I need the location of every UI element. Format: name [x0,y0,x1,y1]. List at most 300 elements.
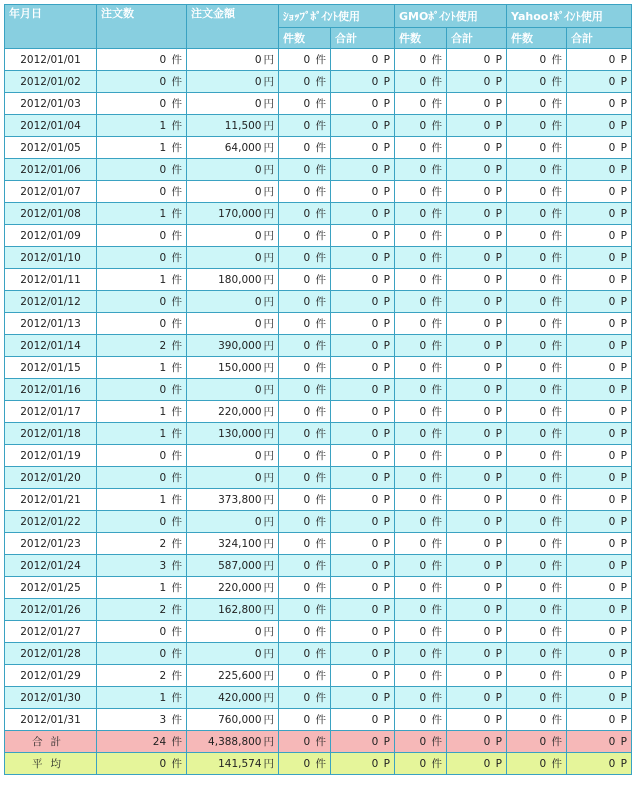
cell-gmo-count: 0 件 [395,49,447,71]
cell-order-count: 2 件 [97,533,187,555]
cell-shop-points: 0 P [331,643,395,665]
cell-shop-count: 0 件 [279,137,331,159]
cell-gmo-count: 0 件 [395,115,447,137]
header-shop-point: ｼｮｯﾌﾟﾎﾟｲﾝﾄ使用 [279,5,395,28]
cell-yahoo-points: 0 P [567,269,632,291]
cell-date: 2012/01/06 [5,159,97,181]
table-row [5,379,632,401]
cell-order-amount: 180,000 円 [187,269,279,291]
cell-order-amount: 587,000 円 [187,555,279,577]
cell-gmo-count: 0 件 [395,533,447,555]
cell-gmo-count: 0 件 [395,489,447,511]
cell-gmo-points: 0 P [447,423,507,445]
cell-order-amount: 162,800 円 [187,599,279,621]
cell-gmo-points: 0 P [447,621,507,643]
cell-yahoo-points: 0 P [567,137,632,159]
cell-order-count: 1 件 [97,137,187,159]
cell-shop-count: 0 件 [279,247,331,269]
table-row [5,313,632,335]
cell-order-count: 1 件 [97,269,187,291]
cell-gmo-points: 0 P [447,159,507,181]
cell-yahoo-count: 0 件 [507,467,567,489]
average-order-amount: 141,574 円 [187,753,279,775]
table-footer [5,731,632,775]
cell-gmo-count: 0 件 [395,577,447,599]
cell-shop-count: 0 件 [279,203,331,225]
cell-gmo-count: 0 件 [395,291,447,313]
total-row [5,731,632,753]
cell-order-amount: 390,000 円 [187,335,279,357]
table-row [5,665,632,687]
cell-shop-points: 0 P [331,291,395,313]
cell-yahoo-points: 0 P [567,643,632,665]
cell-order-amount: 760,000 円 [187,709,279,731]
subheader-gmo-total: 合計 [447,28,507,49]
cell-order-count: 2 件 [97,599,187,621]
cell-yahoo-points: 0 P [567,599,632,621]
cell-shop-count: 0 件 [279,599,331,621]
cell-shop-count: 0 件 [279,49,331,71]
cell-shop-count: 0 件 [279,71,331,93]
cell-shop-count: 0 件 [279,291,331,313]
cell-gmo-count: 0 件 [395,93,447,115]
cell-yahoo-count: 0 件 [507,401,567,423]
cell-shop-points: 0 P [331,533,395,555]
cell-shop-count: 0 件 [279,577,331,599]
table-row [5,137,632,159]
header-date: 年月日 [5,5,97,49]
cell-shop-points: 0 P [331,159,395,181]
cell-gmo-points: 0 P [447,665,507,687]
cell-gmo-points: 0 P [447,555,507,577]
cell-shop-points: 0 P [331,709,395,731]
cell-gmo-count: 0 件 [395,203,447,225]
table-row [5,181,632,203]
cell-yahoo-count: 0 件 [507,115,567,137]
cell-gmo-points: 0 P [447,445,507,467]
cell-shop-count: 0 件 [279,115,331,137]
cell-yahoo-count: 0 件 [507,159,567,181]
cell-order-amount: 0 円 [187,445,279,467]
cell-yahoo-count: 0 件 [507,599,567,621]
cell-shop-count: 0 件 [279,379,331,401]
cell-order-amount: 225,600 円 [187,665,279,687]
cell-shop-points: 0 P [331,357,395,379]
cell-shop-points: 0 P [331,335,395,357]
cell-yahoo-points: 0 P [567,335,632,357]
cell-order-count: 0 件 [97,511,187,533]
cell-gmo-points: 0 P [447,489,507,511]
cell-shop-count: 0 件 [279,181,331,203]
cell-date: 2012/01/21 [5,489,97,511]
cell-date: 2012/01/30 [5,687,97,709]
cell-date: 2012/01/17 [5,401,97,423]
cell-gmo-count: 0 件 [395,269,447,291]
cell-order-amount: 220,000 円 [187,577,279,599]
cell-gmo-points: 0 P [447,401,507,423]
cell-yahoo-count: 0 件 [507,335,567,357]
cell-gmo-points: 0 P [447,137,507,159]
cell-order-count: 0 件 [97,159,187,181]
cell-order-count: 0 件 [97,467,187,489]
cell-yahoo-points: 0 P [567,115,632,137]
cell-shop-points: 0 P [331,445,395,467]
cell-order-amount: 130,000 円 [187,423,279,445]
cell-order-amount: 0 円 [187,467,279,489]
cell-order-amount: 0 円 [187,291,279,313]
cell-order-count: 0 件 [97,71,187,93]
cell-order-count: 0 件 [97,225,187,247]
total-shop-count: 0 件 [279,731,331,753]
cell-yahoo-points: 0 P [567,49,632,71]
cell-gmo-count: 0 件 [395,379,447,401]
cell-date: 2012/01/31 [5,709,97,731]
table-row [5,291,632,313]
cell-order-count: 2 件 [97,665,187,687]
cell-date: 2012/01/11 [5,269,97,291]
cell-gmo-points: 0 P [447,71,507,93]
cell-gmo-count: 0 件 [395,687,447,709]
cell-shop-count: 0 件 [279,621,331,643]
daily-sales-table [4,4,632,775]
cell-date: 2012/01/25 [5,577,97,599]
cell-gmo-points: 0 P [447,599,507,621]
cell-gmo-count: 0 件 [395,665,447,687]
cell-yahoo-count: 0 件 [507,225,567,247]
average-label: 平均 [5,753,97,775]
cell-yahoo-points: 0 P [567,357,632,379]
cell-order-count: 1 件 [97,577,187,599]
cell-gmo-points: 0 P [447,357,507,379]
cell-shop-points: 0 P [331,115,395,137]
cell-yahoo-count: 0 件 [507,533,567,555]
cell-yahoo-points: 0 P [567,93,632,115]
cell-shop-points: 0 P [331,181,395,203]
cell-shop-count: 0 件 [279,709,331,731]
subheader-gmo-count: 件数 [395,28,447,49]
cell-order-amount: 420,000 円 [187,687,279,709]
cell-yahoo-points: 0 P [567,423,632,445]
cell-shop-points: 0 P [331,511,395,533]
cell-date: 2012/01/15 [5,357,97,379]
header-gmo-point: GMOﾎﾟｲﾝﾄ使用 [395,5,507,28]
cell-order-amount: 0 円 [187,379,279,401]
cell-shop-points: 0 P [331,137,395,159]
cell-gmo-points: 0 P [447,49,507,71]
cell-shop-points: 0 P [331,577,395,599]
total-order-amount: 4,388,800 円 [187,731,279,753]
cell-gmo-points: 0 P [447,533,507,555]
cell-order-amount: 0 円 [187,49,279,71]
cell-order-count: 0 件 [97,643,187,665]
table-row [5,335,632,357]
average-row [5,753,632,775]
table-row [5,511,632,533]
cell-order-count: 0 件 [97,445,187,467]
cell-yahoo-count: 0 件 [507,423,567,445]
cell-yahoo-points: 0 P [567,665,632,687]
cell-date: 2012/01/09 [5,225,97,247]
cell-order-amount: 0 円 [187,71,279,93]
cell-shop-count: 0 件 [279,511,331,533]
cell-gmo-points: 0 P [447,687,507,709]
table-row [5,49,632,71]
cell-gmo-count: 0 件 [395,709,447,731]
cell-gmo-count: 0 件 [395,225,447,247]
cell-yahoo-points: 0 P [567,203,632,225]
table-row [5,401,632,423]
cell-order-amount: 0 円 [187,225,279,247]
cell-date: 2012/01/04 [5,115,97,137]
cell-yahoo-count: 0 件 [507,445,567,467]
table-row [5,423,632,445]
average-gmo-count: 0 件 [395,753,447,775]
table-row [5,269,632,291]
header-order-amount: 注文金額 [187,5,279,49]
cell-date: 2012/01/10 [5,247,97,269]
cell-order-amount: 170,000 円 [187,203,279,225]
cell-yahoo-count: 0 件 [507,93,567,115]
cell-gmo-count: 0 件 [395,71,447,93]
cell-yahoo-points: 0 P [567,71,632,93]
cell-shop-count: 0 件 [279,401,331,423]
cell-shop-count: 0 件 [279,159,331,181]
cell-date: 2012/01/23 [5,533,97,555]
cell-order-amount: 0 円 [187,511,279,533]
cell-shop-count: 0 件 [279,423,331,445]
table-row [5,159,632,181]
cell-yahoo-count: 0 件 [507,709,567,731]
cell-date: 2012/01/29 [5,665,97,687]
subheader-yahoo-total: 合計 [567,28,632,49]
cell-shop-count: 0 件 [279,533,331,555]
cell-gmo-count: 0 件 [395,467,447,489]
table-body [5,49,632,731]
cell-date: 2012/01/12 [5,291,97,313]
cell-shop-count: 0 件 [279,335,331,357]
table-row [5,643,632,665]
table-row [5,115,632,137]
cell-date: 2012/01/28 [5,643,97,665]
cell-yahoo-count: 0 件 [507,291,567,313]
cell-yahoo-points: 0 P [567,445,632,467]
cell-gmo-count: 0 件 [395,159,447,181]
cell-date: 2012/01/19 [5,445,97,467]
cell-shop-points: 0 P [331,313,395,335]
cell-date: 2012/01/24 [5,555,97,577]
cell-shop-points: 0 P [331,379,395,401]
cell-gmo-points: 0 P [447,225,507,247]
total-order-count: 24 件 [97,731,187,753]
cell-gmo-points: 0 P [447,335,507,357]
cell-gmo-points: 0 P [447,577,507,599]
cell-date: 2012/01/02 [5,71,97,93]
cell-yahoo-points: 0 P [567,555,632,577]
cell-shop-points: 0 P [331,401,395,423]
total-shop-points: 0 P [331,731,395,753]
cell-order-count: 0 件 [97,93,187,115]
cell-shop-points: 0 P [331,49,395,71]
table-row [5,489,632,511]
total-yahoo-points: 0 P [567,731,632,753]
cell-shop-points: 0 P [331,665,395,687]
cell-gmo-count: 0 件 [395,555,447,577]
cell-date: 2012/01/03 [5,93,97,115]
cell-yahoo-points: 0 P [567,577,632,599]
cell-order-count: 0 件 [97,247,187,269]
cell-gmo-points: 0 P [447,247,507,269]
cell-shop-points: 0 P [331,489,395,511]
cell-gmo-count: 0 件 [395,313,447,335]
cell-yahoo-count: 0 件 [507,489,567,511]
table-row [5,467,632,489]
cell-yahoo-count: 0 件 [507,137,567,159]
cell-gmo-points: 0 P [447,203,507,225]
cell-gmo-points: 0 P [447,643,507,665]
average-shop-points: 0 P [331,753,395,775]
cell-yahoo-points: 0 P [567,709,632,731]
cell-yahoo-count: 0 件 [507,687,567,709]
table-row [5,687,632,709]
cell-shop-points: 0 P [331,687,395,709]
cell-order-count: 2 件 [97,335,187,357]
cell-order-amount: 324,100 円 [187,533,279,555]
cell-yahoo-points: 0 P [567,181,632,203]
cell-order-amount: 373,800 円 [187,489,279,511]
table-row [5,599,632,621]
cell-shop-count: 0 件 [279,489,331,511]
cell-yahoo-count: 0 件 [507,71,567,93]
cell-order-count: 0 件 [97,291,187,313]
cell-gmo-points: 0 P [447,313,507,335]
cell-order-amount: 0 円 [187,247,279,269]
table-row [5,533,632,555]
subheader-shop-count: 件数 [279,28,331,49]
cell-date: 2012/01/13 [5,313,97,335]
cell-gmo-count: 0 件 [395,181,447,203]
cell-yahoo-count: 0 件 [507,49,567,71]
cell-gmo-count: 0 件 [395,335,447,357]
cell-yahoo-count: 0 件 [507,665,567,687]
cell-yahoo-points: 0 P [567,489,632,511]
cell-date: 2012/01/07 [5,181,97,203]
cell-gmo-count: 0 件 [395,423,447,445]
cell-yahoo-points: 0 P [567,511,632,533]
header-yahoo-point: Yahoo!ﾎﾟｲﾝﾄ使用 [507,5,632,28]
cell-shop-points: 0 P [331,225,395,247]
cell-yahoo-points: 0 P [567,621,632,643]
cell-gmo-points: 0 P [447,181,507,203]
cell-order-count: 1 件 [97,423,187,445]
cell-shop-count: 0 件 [279,357,331,379]
cell-yahoo-count: 0 件 [507,269,567,291]
cell-shop-points: 0 P [331,71,395,93]
table-row [5,203,632,225]
cell-order-amount: 11,500 円 [187,115,279,137]
cell-gmo-points: 0 P [447,115,507,137]
cell-order-count: 1 件 [97,357,187,379]
table-row [5,93,632,115]
cell-gmo-points: 0 P [447,511,507,533]
cell-shop-count: 0 件 [279,643,331,665]
cell-gmo-points: 0 P [447,291,507,313]
table-row [5,709,632,731]
cell-shop-count: 0 件 [279,313,331,335]
cell-gmo-points: 0 P [447,709,507,731]
cell-date: 2012/01/14 [5,335,97,357]
cell-order-count: 0 件 [97,379,187,401]
cell-order-amount: 64,000 円 [187,137,279,159]
cell-yahoo-count: 0 件 [507,577,567,599]
cell-shop-points: 0 P [331,93,395,115]
header-order-count: 注文数 [97,5,187,49]
table-row [5,225,632,247]
cell-gmo-count: 0 件 [395,643,447,665]
average-yahoo-points: 0 P [567,753,632,775]
cell-gmo-points: 0 P [447,379,507,401]
table-row [5,357,632,379]
cell-gmo-points: 0 P [447,467,507,489]
subheader-shop-total: 合計 [331,28,395,49]
average-gmo-points: 0 P [447,753,507,775]
cell-order-amount: 150,000 円 [187,357,279,379]
cell-yahoo-count: 0 件 [507,555,567,577]
cell-yahoo-points: 0 P [567,291,632,313]
cell-yahoo-points: 0 P [567,379,632,401]
cell-date: 2012/01/16 [5,379,97,401]
cell-shop-count: 0 件 [279,467,331,489]
table-row [5,247,632,269]
cell-gmo-count: 0 件 [395,137,447,159]
cell-date: 2012/01/05 [5,137,97,159]
cell-shop-points: 0 P [331,555,395,577]
cell-shop-points: 0 P [331,269,395,291]
cell-yahoo-count: 0 件 [507,379,567,401]
cell-shop-count: 0 件 [279,555,331,577]
cell-gmo-points: 0 P [447,93,507,115]
cell-shop-count: 0 件 [279,93,331,115]
average-shop-count: 0 件 [279,753,331,775]
cell-date: 2012/01/01 [5,49,97,71]
cell-shop-count: 0 件 [279,225,331,247]
cell-shop-points: 0 P [331,621,395,643]
cell-yahoo-points: 0 P [567,313,632,335]
cell-yahoo-count: 0 件 [507,511,567,533]
cell-gmo-count: 0 件 [395,247,447,269]
cell-order-amount: 0 円 [187,643,279,665]
cell-order-amount: 0 円 [187,621,279,643]
cell-date: 2012/01/27 [5,621,97,643]
cell-shop-points: 0 P [331,247,395,269]
cell-gmo-count: 0 件 [395,599,447,621]
cell-shop-count: 0 件 [279,445,331,467]
cell-shop-count: 0 件 [279,687,331,709]
table-row [5,555,632,577]
cell-order-count: 3 件 [97,555,187,577]
cell-shop-points: 0 P [331,203,395,225]
table-row [5,445,632,467]
cell-order-count: 1 件 [97,401,187,423]
cell-order-count: 0 件 [97,49,187,71]
cell-date: 2012/01/08 [5,203,97,225]
cell-gmo-count: 0 件 [395,445,447,467]
cell-shop-points: 0 P [331,467,395,489]
cell-yahoo-points: 0 P [567,467,632,489]
cell-yahoo-count: 0 件 [507,621,567,643]
cell-yahoo-points: 0 P [567,247,632,269]
cell-yahoo-count: 0 件 [507,247,567,269]
cell-gmo-points: 0 P [447,269,507,291]
